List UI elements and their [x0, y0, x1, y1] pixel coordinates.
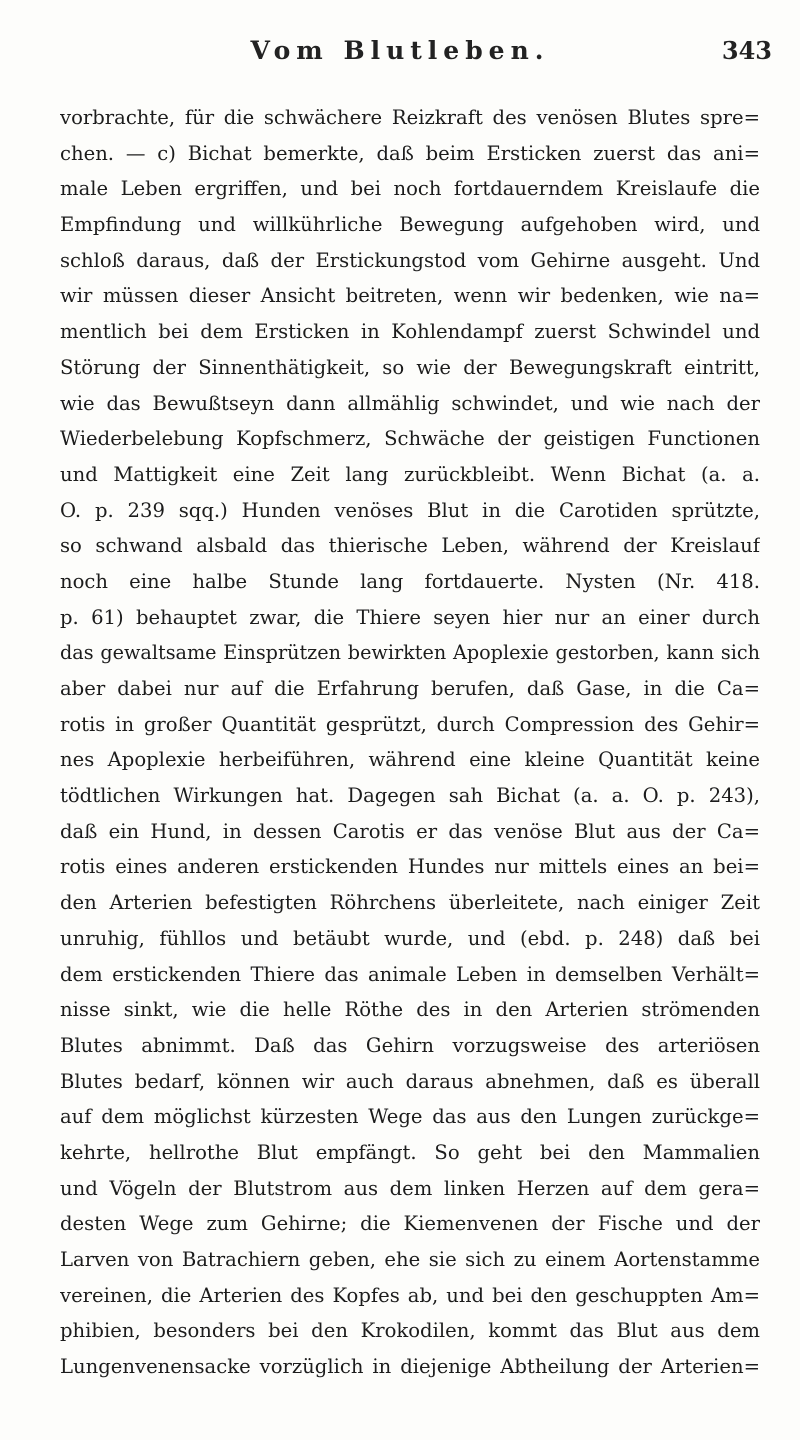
page-header: [0, 36, 800, 76]
text-line: Blutes bedarf, können wir auch daraus abnehmen, daß es überall: [60, 1069, 760, 1093]
text-line: tödtlichen Wirkungen hat. Dagegen sah Bichat (a. a. O. p. 243),: [60, 784, 760, 808]
text-line: nisse sinkt, wie die helle Röthe des in den Arterien strömenden: [60, 998, 760, 1022]
body-text: [60, 100, 760, 1385]
text-line: Wiederbelebung Kopfschmerz, Schwäche der geistigen Functionen: [60, 427, 760, 451]
text-line: das gewaltsame Einsprützen bewirkten Apoplexie gestorben, kann sich: [60, 641, 760, 665]
text-line: kehrte, hellrothe Blut empfängt. So geht bei den Mammalien: [60, 1140, 760, 1164]
text-line: Larven von Batrachiern geben, ehe sie sich zu einem Aortenstamme: [60, 1248, 760, 1271]
text-line: daß ein Hund, in dessen Carotis er das venöse Blut aus der Ca=: [60, 819, 760, 843]
text-line: schloß daraus, daß der Erstickungstod vom Gehirne ausgeht. Und: [60, 248, 760, 272]
text-line: dem erstickenden Thiere das animale Leben in demselben Verhält=: [60, 962, 760, 986]
text-line: wir müssen dieser Ansicht beitreten, wenn wir bedenken, wie na=: [60, 284, 760, 308]
text-line: aber dabei nur auf die Erfahrung berufen, daß Gase, in die Ca=: [60, 677, 760, 700]
text-line: auf dem möglichst kürzesten Wege das aus den Lungen zurückge=: [60, 1105, 760, 1129]
text-line: mentlich bei dem Ersticken in Kohlendampf zuerst Schwindel und: [60, 320, 760, 344]
text-line: und Vögeln der Blutstrom aus dem linken Herzen auf dem gera=: [60, 1176, 760, 1200]
text-line: Blutes abnimmt. Daß das Gehirn vorzugsweise des arteriösen: [60, 1033, 760, 1057]
text-line: male Leben ergriffen, und bei noch fortdauerndem Kreislaufe die: [60, 177, 760, 201]
text-line: Lungenvenensacke vorzüglich in diejenige Abtheilung der Arterien=: [60, 1355, 760, 1379]
text-line: O. p. 239 sqq.) Hunden venöses Blut in die Carotiden sprützte,: [60, 498, 760, 522]
text-line: rotis eines anderen erstickenden Hundes nur mittels eines an bei=: [60, 855, 760, 879]
text-line: Empfindung und willkührliche Bewegung aufgehoben wird, und: [60, 213, 760, 237]
running-head: Vom Blutleben.: [250, 36, 550, 65]
text-line: phibien, besonders bei den Krokodilen, kommt das Blut aus dem: [60, 1319, 760, 1343]
text-line: chen. — c) Bichat bemerkte, daß beim Ersticken zuerst das ani=: [60, 141, 760, 165]
text-line: den Arterien befestigten Röhrchens überleitete, nach einiger Zeit: [60, 891, 760, 915]
page-number: 343: [721, 36, 772, 65]
text-line: rotis in großer Quantität gesprützt, durch Compression des Gehir=: [60, 712, 760, 736]
text-line: vereinen, die Arterien des Kopfes ab, und bei den geschuppten Am=: [60, 1283, 760, 1307]
text-line: desten Wege zum Gehirne; die Kiemenvenen der Fische und der: [60, 1212, 760, 1236]
text-line: noch eine halbe Stunde lang fortdauerte. Nysten (Nr. 418.: [60, 569, 760, 593]
text-line: Störung der Sinnenthätigkeit, so wie der Bewegungskraft eintritt,: [60, 355, 760, 379]
text-line: so schwand alsbald das thierische Leben, während der Kreislauf: [60, 534, 760, 558]
text-line: nes Apoplexie herbeiführen, während eine kleine Quantität keine: [60, 748, 760, 772]
text-line: vorbrachte, für die schwächere Reizkraft des venösen Blutes spre=: [60, 106, 760, 129]
text-line: p. 61) behauptet zwar, die Thiere seyen hier nur an einer durch: [60, 605, 760, 629]
text-line: und Mattigkeit eine Zeit lang zurückbleibt. Wenn Bichat (a. a.: [60, 462, 760, 486]
text-line: unruhig, fühllos und betäubt wurde, und (ebd. p. 248) daß bei: [60, 926, 760, 950]
text-line: wie das Bewußtseyn dann allmählig schwindet, und wie nach der: [60, 391, 760, 415]
